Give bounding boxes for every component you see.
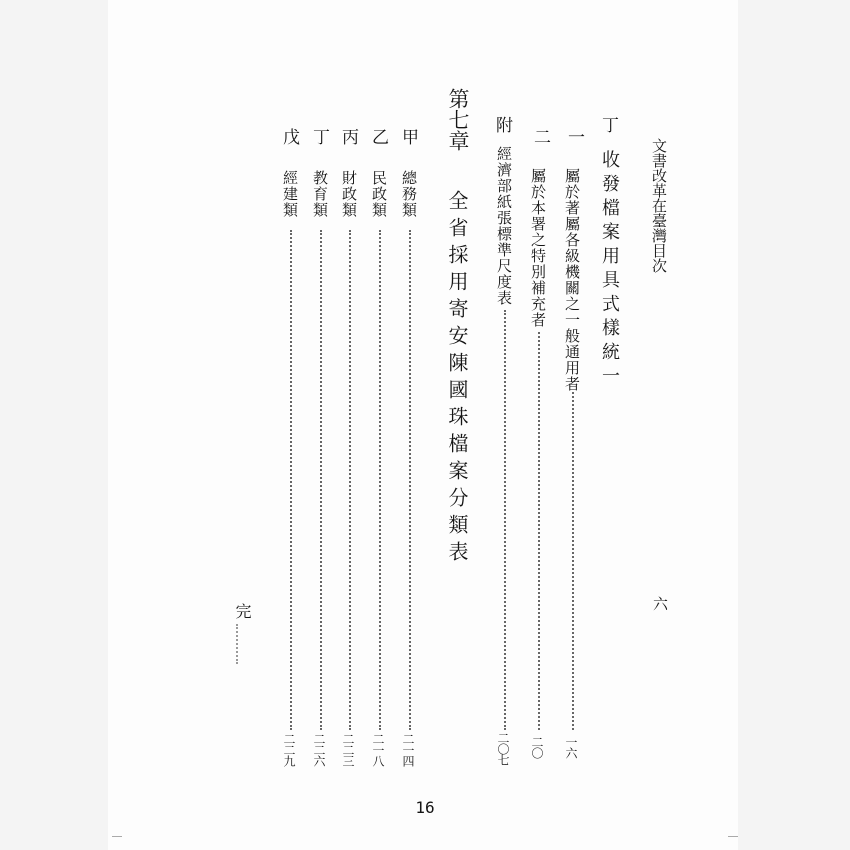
leader-dots <box>320 230 322 730</box>
class-page: 二二六 <box>312 733 326 766</box>
page-number: 16 <box>415 798 435 817</box>
entry-marker: 丁 <box>602 116 619 136</box>
class-marker: 甲 <box>402 128 419 148</box>
entry-marker: 二 <box>534 128 551 148</box>
class-page: 二二三 <box>341 733 355 766</box>
leader-dots <box>409 230 411 730</box>
scan-corner-mark <box>728 836 738 837</box>
class-page: 二一八 <box>371 733 385 766</box>
class-marker: 戊 <box>283 128 300 148</box>
class-title: 教育類 <box>311 170 329 218</box>
class-marker: 丙 <box>342 128 359 148</box>
end-leader-dots <box>236 624 238 664</box>
scan-corner-mark <box>112 836 122 837</box>
entry-title: 收發檔案用具式樣統一 <box>599 150 620 390</box>
entry-marker: 一 <box>568 128 585 148</box>
chapter-label: 第七章 <box>446 88 470 151</box>
class-marker: 乙 <box>372 128 389 148</box>
running-title: 文書改革在臺灣 <box>650 138 668 243</box>
leader-dots <box>504 310 506 730</box>
leader-dots <box>538 332 540 730</box>
end-mark: 完 <box>233 603 252 619</box>
entry-title: 屬於本署之特別補充者 <box>529 168 547 328</box>
class-page: 二一四 <box>401 733 415 766</box>
entry-marker: 附 <box>496 116 513 136</box>
entry-page: 二〇 <box>530 736 544 758</box>
leader-dots <box>290 230 292 730</box>
class-page: 二二九 <box>282 733 296 766</box>
entry-title: 經濟部紙張標準尺度表 <box>495 146 513 306</box>
class-title: 民政類 <box>370 170 388 218</box>
class-title: 總務類 <box>400 170 418 218</box>
document-page <box>108 0 738 850</box>
entry-title: 屬於著屬各級機關之一般通用者 <box>563 168 581 392</box>
section-label: 目次 <box>650 243 668 273</box>
leader-dots <box>572 392 574 730</box>
class-title: 財政類 <box>340 170 358 218</box>
class-title: 經建類 <box>281 170 299 218</box>
entry-page: 一六 <box>564 736 578 758</box>
class-marker: 丁 <box>313 128 330 148</box>
leader-dots <box>379 230 381 730</box>
leader-dots <box>349 230 351 730</box>
chapter-title: 全省採用寄安陳國珠檔案分類表 <box>445 190 469 568</box>
entry-page: 二〇七 <box>496 732 510 765</box>
page-marker: 六 <box>651 596 669 611</box>
